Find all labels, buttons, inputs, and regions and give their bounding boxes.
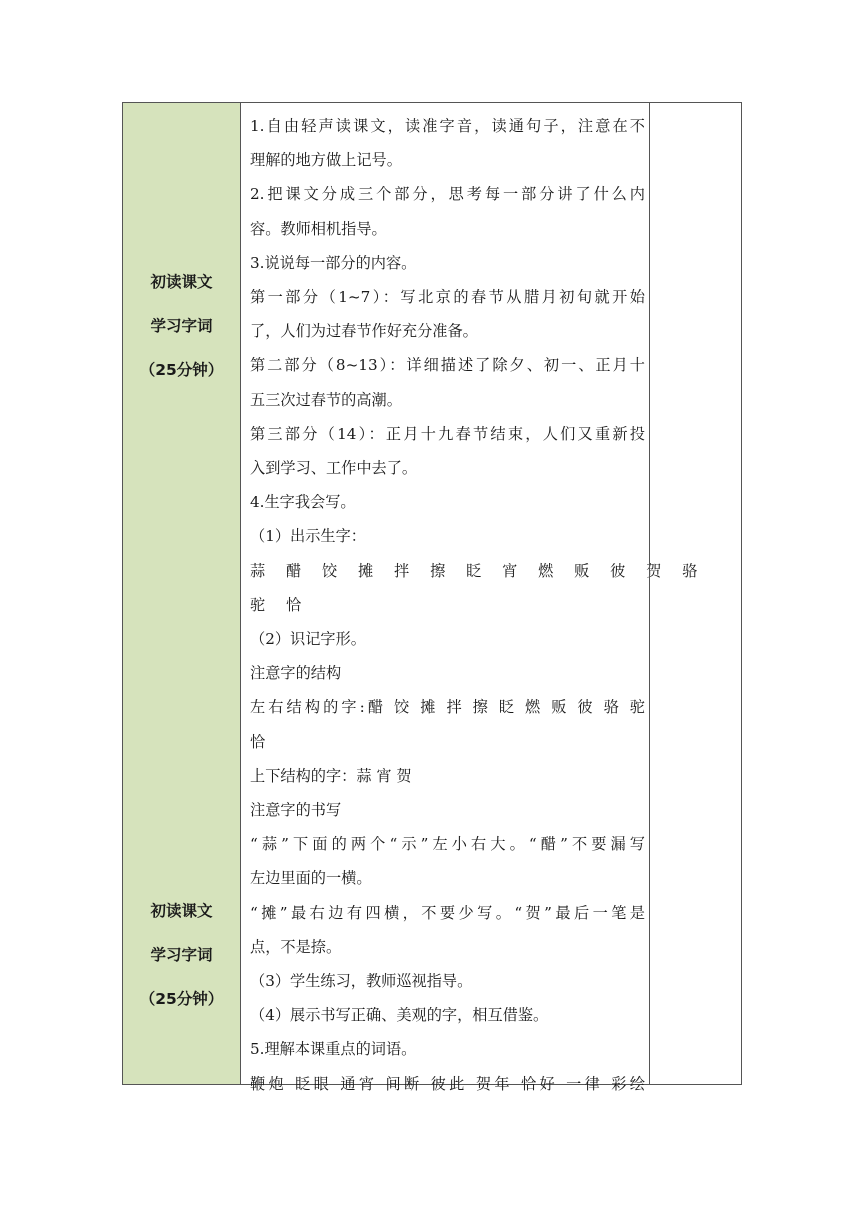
text-line: 点，不是捺。: [250, 937, 342, 956]
text-line: 理解的地方做上记号。: [250, 151, 402, 170]
text-line: 3.说说每一部分的内容。: [250, 253, 417, 272]
text-line: 第二部分（8~13）：详细描述了除夕、初一、正月十: [250, 356, 645, 375]
text-line: 上下结构的字：蒜 宵 贺: [250, 766, 412, 785]
text-line: 左右结构的字:醋 饺 摊 拌 擦 眨 燃 贩 彼 骆 驼: [250, 698, 645, 717]
text-line: （3）学生练习，教师巡视指导。: [250, 972, 473, 991]
stage-duration: （25分钟）: [139, 361, 224, 379]
stage-title: 初读课文: [150, 273, 213, 291]
text-line: 左边里面的一横。: [250, 869, 372, 888]
vocabulary-list: 鞭炮 眨眼 通宵 间断 彼此 贺年 恰好 一律 彩绘: [250, 1074, 645, 1093]
text-line: 注意字的结构: [250, 664, 342, 683]
text-line: “蒜”下面的两个“示”左小右大。“醋”不要漏写: [250, 835, 645, 854]
text-line: “摊”最右边有四横，不要少写。“贺”最后一笔是: [250, 903, 645, 922]
teaching-process-content: [250, 109, 706, 1101]
text-line: 第三部分（14）：正月十九春节结束，人们又重新投: [250, 424, 645, 443]
stage-subtitle: 学习字词: [150, 946, 213, 964]
stage-subtitle: 学习字词: [150, 317, 213, 335]
text-line: 1.自由轻声读课文，读准字音，读通句子，注意在不: [250, 117, 645, 135]
text-line: （1）出示生字：: [250, 527, 366, 546]
stage-label-1: [123, 260, 240, 392]
stage-label-2: [123, 889, 240, 1021]
text-line: 5.理解本课重点的词语。: [250, 1040, 417, 1059]
text-line: 第一部分（1~7）：写北京的春节从腊月初旬就开始: [250, 288, 645, 307]
notes-column: [649, 103, 742, 1084]
char-list: 驼 恰: [250, 595, 310, 614]
stage-duration: （25分钟）: [139, 990, 224, 1008]
lesson-table: [122, 102, 742, 1093]
text-line: 注意字的书写: [250, 801, 342, 820]
char-list: 蒜 醋 饺 摊 拌 擦 眨 宵 燃 贩 彼 贺 骆: [250, 561, 706, 580]
text-line: 容。教师相机指导。: [250, 219, 387, 238]
text-line: 入到学习、工作中去了。: [250, 459, 418, 478]
stage-title: 初读课文: [150, 902, 213, 920]
text-line: （4）展示书写正确、美观的字，相互借鉴。: [250, 1006, 549, 1025]
stage-column: [123, 103, 241, 1084]
text-line: 4.生字我会写。: [250, 493, 356, 512]
text-line: 五三次过春节的高潮。: [250, 390, 402, 409]
text-line: 2.把课文分成三个部分，思考每一部分讲了什么内: [250, 185, 645, 204]
text-line: （2）识记字形。: [250, 630, 366, 649]
text-line: 了，人们为过春节作好充分准备。: [250, 322, 478, 341]
text-line: 恰: [250, 732, 266, 751]
